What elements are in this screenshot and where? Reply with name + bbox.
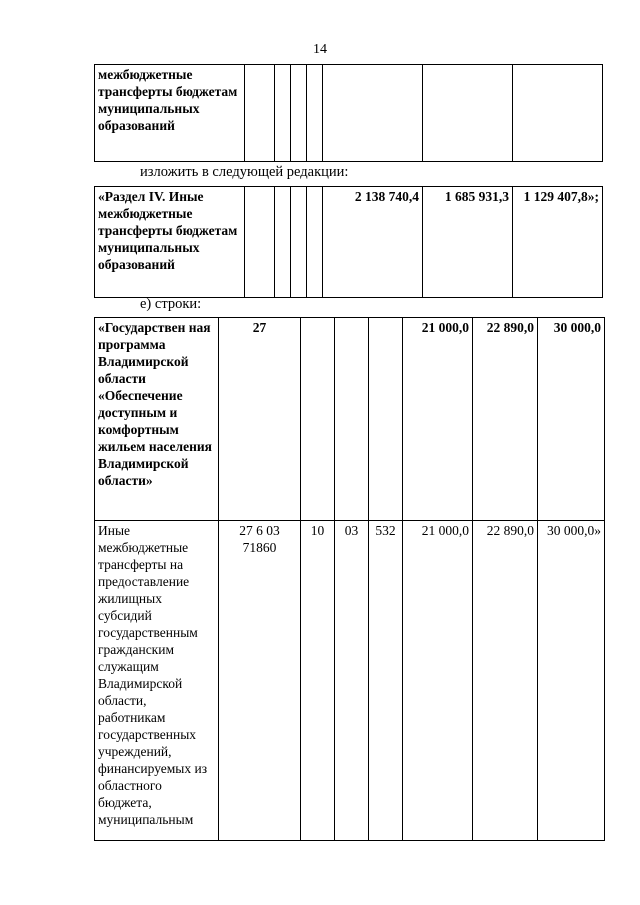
value-cell-2025: 22 890,0 [473,318,538,521]
page-number: 14 [313,42,327,57]
value-cell-2026: 30 000,0» [538,521,605,841]
value-cell-2025: 1 685 931,3 [423,187,513,298]
section-code-cell: 10 [301,521,335,841]
section-label: е) строки: [140,296,202,312]
expense-type-cell: 532 [369,521,403,841]
subsection-code-cell: 03 [335,521,369,841]
table-fragment-1 [94,64,603,162]
table-row [95,521,605,841]
table-row [95,318,605,521]
table-row [95,187,603,298]
table-fragment-2 [94,186,603,298]
table-row [95,65,603,162]
table-fragment-3 [94,317,605,841]
value-cell-2026: 1 129 407,8»; [513,187,603,298]
program-code-cell: 27 [219,318,301,521]
value-cell-2024: 21 000,0 [403,318,473,521]
row-name-cell: межбюджетные трансферты бюджетам муниципальных образований [95,65,245,162]
row-name-cell: Иные межбюджетные трансферты на предоставление жилищных субсидий государственным гражданским служащим Владимирской области, работникам государственных учреждений, финансируемых из областного бюджета, муниципальным [95,521,219,841]
value-cell-2024: 2 138 740,4 [323,187,423,298]
value-cell-2025: 22 890,0 [473,521,538,841]
row-name-cell: «Раздел IV. Иные межбюджетные трансферты бюджетам муниципальных образований [95,187,245,298]
program-code-cell: 27 6 03 71860 [219,521,301,841]
value-cell-2024: 21 000,0 [403,521,473,841]
row-name-cell: «Государствен ная программа Владимирской области «Обеспечение доступным и комфортным жильем населения Владимирской области» [95,318,219,521]
value-cell-2026: 30 000,0 [538,318,605,521]
edit-instruction: изложить в следующей редакции: [140,164,349,180]
